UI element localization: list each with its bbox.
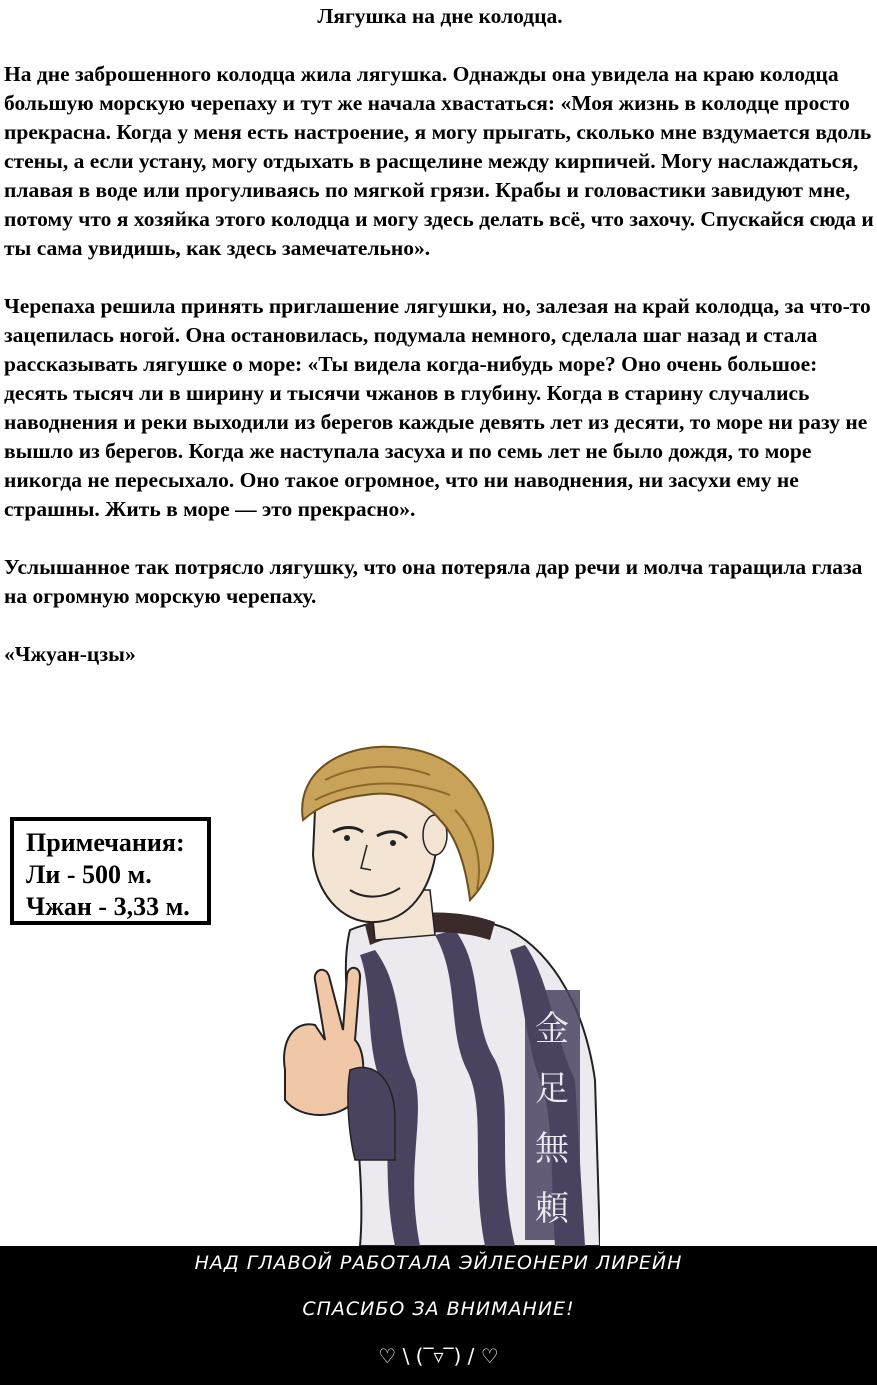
notes-item-li: Ли - 500 м.	[26, 860, 152, 889]
notes-box	[10, 817, 211, 925]
story-title: Лягушка на дне колодца.	[317, 4, 563, 28]
manga-character-illustration	[255, 740, 600, 1246]
story-source: «Чжуан-цзы»	[4, 642, 136, 666]
notes-heading: Примечания:	[26, 828, 185, 857]
svg-text:金: 金	[535, 1009, 569, 1049]
story-paragraph-1: На дне заброшенного колодца жила лягушка. Однажды она увидела на краю колодца большую морскую черепаху и тут же начала хвастаться: «Моя жизнь в колодце просто прекрасна. Когда у меня есть настроение, я могу прыгать, сколько мне вздумается вдоль стены, а если устану, могу отдыхать в расщелине между кирпичей. Могу наслаждаться, плавая в воде или прогуливаясь по мягкой грязи. Крабы и головастики завидуют мне, потому что я хозяйка этого колодца и могу здесь делать всё, что захочу. Спускайся сюда и ты сама увидишь, как здесь замечательно».	[4, 62, 874, 260]
svg-text:無: 無	[535, 1129, 569, 1169]
story-paragraph-3: Услышанное так потрясло лягушку, что она потеряла дар речи и молча таращила глаза на огромную морскую черепаху.	[4, 555, 863, 608]
svg-text:頼: 頼	[535, 1189, 569, 1229]
credits-text: НАД ГЛАВОЙ РАБОТАЛА ЭЙЛЕОНЕРИ ЛИРЕЙН	[194, 1252, 683, 1274]
story-text	[4, 2, 876, 698]
notes-item-zhang: Чжан - 3,33 м.	[26, 892, 190, 921]
credits-footer	[0, 1246, 877, 1385]
svg-text:足: 足	[535, 1069, 569, 1109]
story-paragraph-2: Черепаха решила принять приглашение лягушки, но, залезая на край колодца, за что-то зацепилась ногой. Она остановилась, подумала немного, сделала шаг назад и стала рассказывать лягушке о море: «Ты видела когда-нибудь море? Оно очень большое: десять тысяч ли в ширину и тысячи чжанов в глубину. Когда в старину случались наводнения и реки выходили из берегов каждые девять лет из десяти, то море ни разу не вышло из берегов. Когда же наступала засуха и по семь лет не было дождя, то море никогда не пересыхало. Оно такое огромное, что ни наводнения, ни засухи ему не страшны. Жить в море — это прекрасно».	[4, 294, 871, 521]
emoticon-text: ♡ \ (‾▿‾) / ♡	[378, 1344, 499, 1368]
thanks-text: СПАСИБО ЗА ВНИМАНИЕ!	[302, 1298, 575, 1320]
